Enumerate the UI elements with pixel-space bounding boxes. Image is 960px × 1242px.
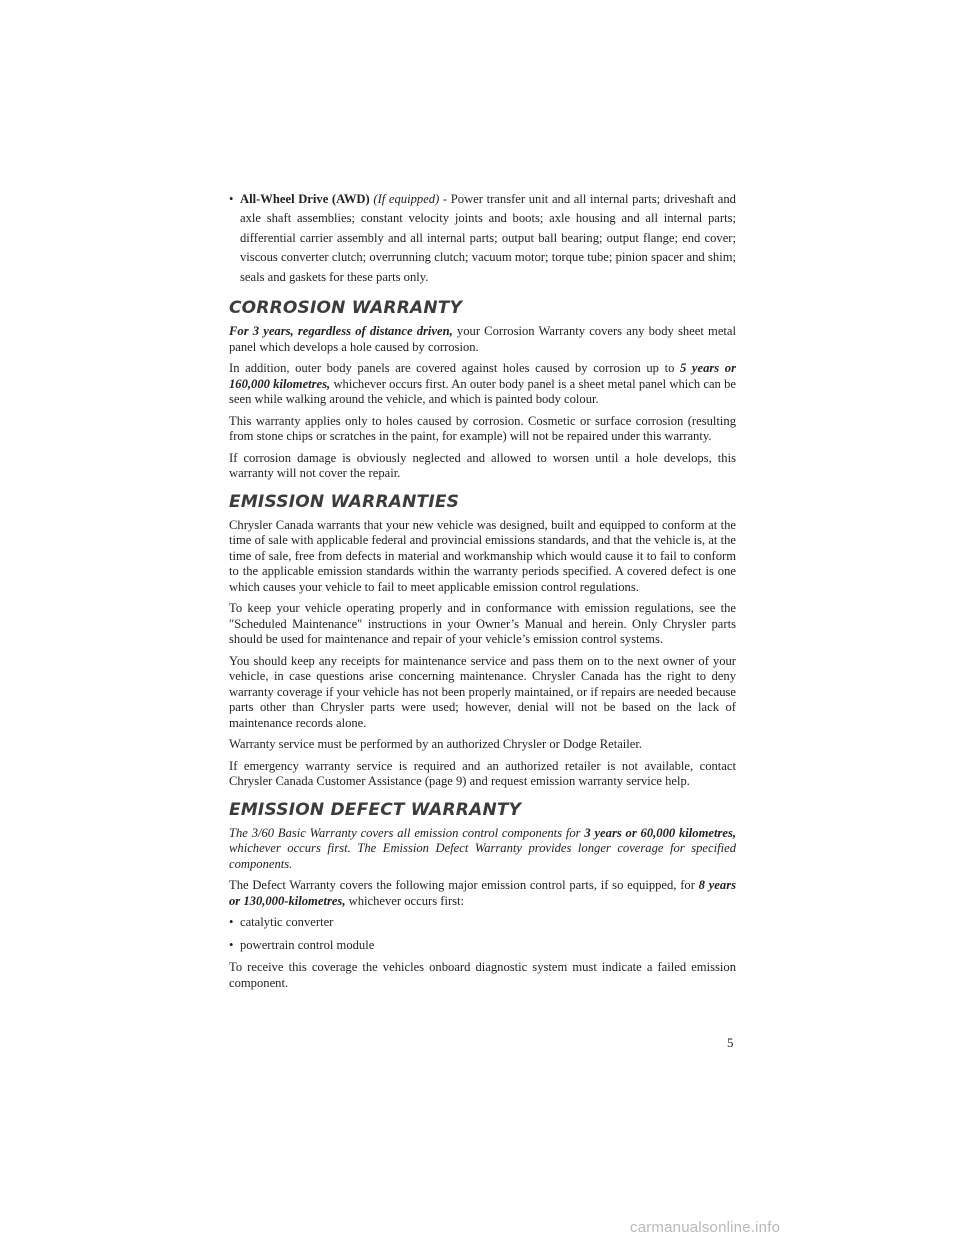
emission-paragraph-2: To keep your vehicle operating properly and in conformance with emission regulations, see the ″Scheduled Maintenance″ instructions in your Owner’s Manual and herein. Only Chrysler parts should be used for maintenance and repair of your vehicle’s emission control systems. <box>229 601 736 647</box>
emission-parts-list <box>229 915 736 953</box>
bullet-icon: • <box>229 915 234 930</box>
corrosion-paragraph-3: This warranty applies only to holes caused by corrosion. Cosmetic or surface corrosion (resulting from stone chips or scratches in the paint, for example) will not be repaired under this warranty. <box>229 413 736 444</box>
paragraph-text: whichever occurs first. An outer body panel is a sheet metal panel which can be seen while walking around the vehicle, and which is painted body colour. <box>229 376 736 407</box>
paragraph-text: whichever occurs first: <box>345 893 465 908</box>
awd-text <box>240 190 736 287</box>
emphasis: 8 years or 130,000-kilometres, <box>229 878 736 908</box>
emission-paragraph-5: If emergency warranty service is required and an authorized retailer is not available, contact Chrysler Canada Customer Assistance (page 9) and request emission warranty service help. <box>229 758 736 789</box>
list-item <box>229 938 736 954</box>
awd-list-item <box>229 190 736 287</box>
page-number: 5 <box>727 1035 734 1050</box>
list-item-text: powertrain control module <box>240 937 375 952</box>
italic-text: whichever occurs first. The Emission Defect Warranty provides longer coverage for specified components. <box>229 841 736 871</box>
corrosion-warranty-heading: CORROSION WARRANTY <box>229 298 463 319</box>
corrosion-paragraph-2 <box>229 361 736 408</box>
bullet-icon: • <box>229 937 234 952</box>
corrosion-paragraph-4: If corrosion damage is obviously neglected and allowed to worsen until a hole develops, this warranty will not cover the repair. <box>229 450 736 481</box>
emphasis: For 3 years, regardless of distance driven, <box>229 324 453 339</box>
emission-paragraph-3: You should keep any receipts for maintenance service and pass them on to the next owner of your vehicle, in case questions arise concerning maintenance. Chrysler Canada has the right to deny warranty coverage if your vehicle has not been properly maintained, or if repairs are needed because parts other than Chrysler parts were used; however, denial will not be based on the lack of maintenance records alone. <box>229 653 736 730</box>
awd-description: - Power transfer unit and all internal parts; driveshaft and axle shaft assemblies; constant velocity joints and boots; axle housing and all internal parts; differential carrier assembly and all internal parts; output ball bearing; output flange; end cover; viscous converter clutch; overrunning clutch; vacuum motor; torque tube; pinion spacer and shim; seals and gaskets for these parts only. <box>240 192 736 284</box>
defect-paragraph-2 <box>229 878 736 909</box>
list-item <box>229 915 736 931</box>
corrosion-paragraph-1 <box>229 324 736 355</box>
defect-paragraph-3: To receive this coverage the vehicles onboard diagnostic system must indicate a failed emission component. <box>229 960 736 990</box>
emphasis: 5 years or 160,000 kilometres, <box>229 361 736 391</box>
paragraph-text: your Corrosion Warranty covers any body sheet metal panel which develops a hole caused by corrosion. <box>229 324 737 354</box>
emphasis: 3 years or 60,000 kilometres, <box>584 825 736 840</box>
paragraph-text: In addition, outer body panels are covered against holes caused by corrosion up to <box>229 361 680 376</box>
list-item-text: catalytic converter <box>240 915 334 930</box>
italic-text: The 3/60 Basic Warranty covers all emission control components for <box>229 825 585 840</box>
paragraph-text: The Defect Warranty covers the following major emission control parts, if so equipped, for <box>229 878 699 893</box>
watermark-text: carmanualsonline.info <box>630 1219 781 1236</box>
emission-paragraph-4: Warranty service must be performed by an authorized Chrysler or Dodge Retailer. <box>229 737 643 752</box>
emission-defect-warranty-heading: EMISSION DEFECT WARRANTY <box>229 799 522 820</box>
defect-paragraph-1 <box>229 826 736 873</box>
awd-qualifier: (If equipped) <box>373 192 440 206</box>
page-content <box>229 190 736 997</box>
emission-warranties-heading: EMISSION WARRANTIES <box>229 491 460 512</box>
emission-paragraph-1: Chrysler Canada warrants that your new vehicle was designed, built and equipped to conform at the time of sale with applicable federal and provincial emissions standards, and that the vehicle is, at the time of sale, free from defects in material and workmanship which would cause it to fail to conform to the applicable emission standards within the warranty periods specified. A covered defect is one which causes your vehicle to fail to meet applicable emission control regulations. <box>229 517 736 594</box>
awd-label: All-Wheel Drive (AWD) <box>240 192 370 206</box>
bullet-icon: • <box>229 192 234 206</box>
